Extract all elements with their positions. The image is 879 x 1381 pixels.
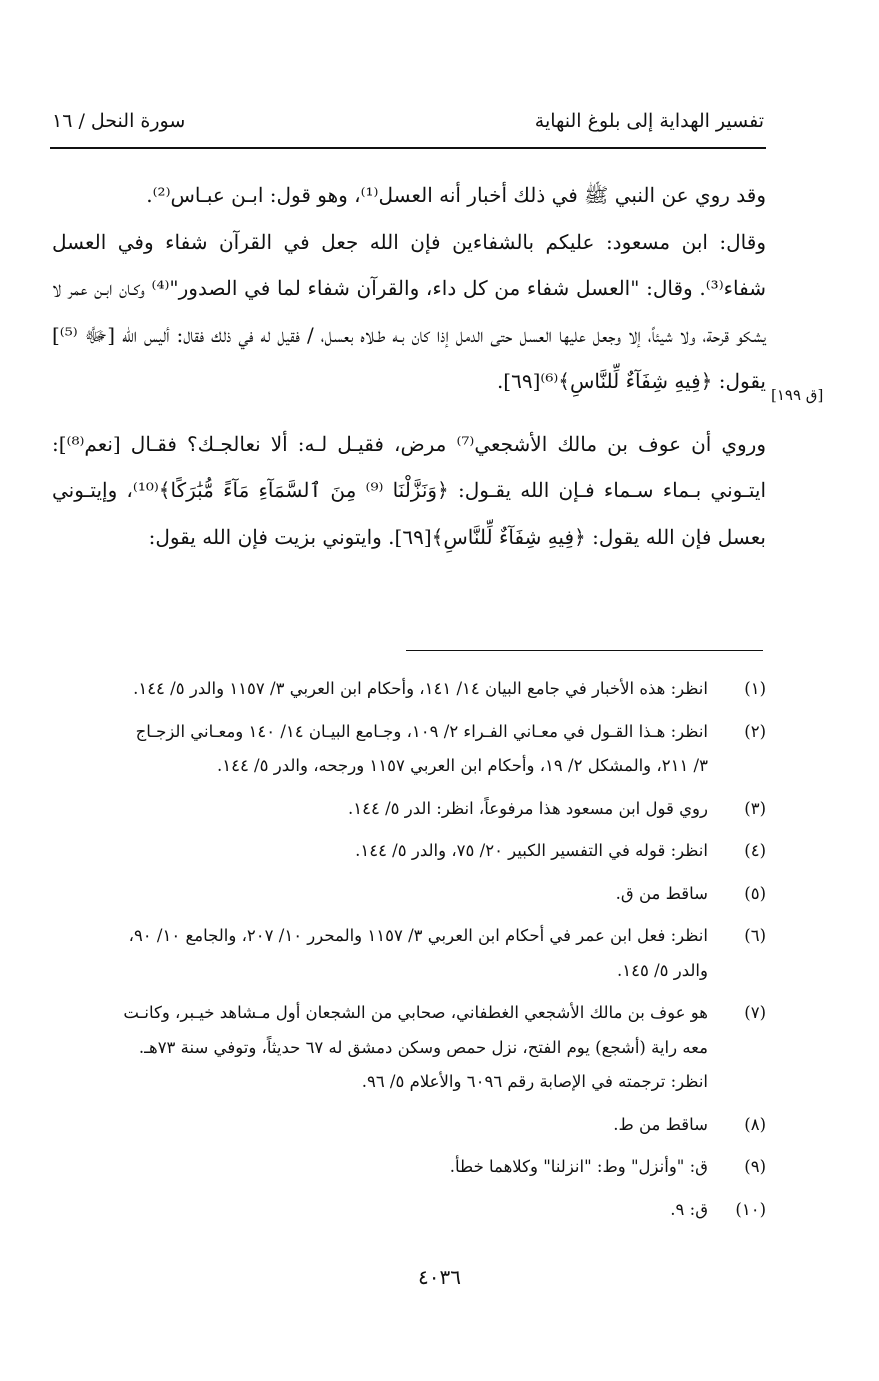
footnote-line: روي قول ابن مسعود هذا مرفوعاً، انظر: الدر ٥/ ١٤٤. bbox=[348, 798, 708, 818]
footnote-line: انظر: هذه الأخبار في جامع البيان ١٤/ ١٤١، وأحكام ابن العربي ٣/ ١١٥٧ والدر ٥/ ١٤٤. bbox=[133, 679, 708, 698]
footnote-separator bbox=[406, 650, 763, 651]
paragraph-1: وقد روي عن النبي ﷺ في ذلك أخبار أنه العسل⁽¹⁾، وهو قول: ابـن عبـاس⁽²⁾. bbox=[146, 183, 766, 207]
footnote-line: ق: ٩. bbox=[670, 1199, 708, 1219]
footnote-line: ق: "وأنزل" وط: "انزلنا" وكلاهما خطأ. bbox=[449, 1157, 708, 1176]
surah-reference: سورة النحل / ١٦ bbox=[52, 110, 186, 132]
footnote-line: انظر: قوله في التفسير الكبير ٢٠/ ٧٥، والدر ٥/ ١٤٤. bbox=[355, 841, 708, 860]
manuscript-folio-marker: [ق ١٩٩] bbox=[771, 386, 824, 404]
footnote-number: (٢) bbox=[744, 721, 766, 741]
footnote bbox=[52, 877, 766, 912]
footnote-text bbox=[52, 672, 708, 707]
footnote-line: انظر: ترجمته في الإصابة رقم ٦٠٩٦ والأعلام ٥/ ٩٦. bbox=[361, 1072, 708, 1091]
footnote-line: ساقط من ط. bbox=[613, 1114, 708, 1134]
header-rule bbox=[50, 147, 766, 149]
footnote-text bbox=[52, 877, 708, 912]
footnote-text bbox=[52, 919, 708, 988]
footnote-line: معه راية (أشجع) يوم الفتح، نزل حمص وسكن دمشق له ٦٧ حديثاً، وتوفي سنة ٧٣هـ. bbox=[138, 1037, 708, 1057]
page-number: ٤٠٣٦ bbox=[418, 1265, 461, 1289]
footnote bbox=[52, 792, 766, 827]
footnote-text bbox=[52, 996, 708, 1100]
footnote bbox=[52, 834, 766, 869]
footnote bbox=[52, 672, 766, 707]
footnote-number: (٧) bbox=[744, 1003, 766, 1022]
footnote-line: ساقط من ق. bbox=[615, 883, 708, 903]
footnote bbox=[52, 1108, 766, 1143]
footnote-line: انظر: فعل ابن عمر في أحكام ابن العربي ٣/ ١١٥٧ والمحرر ١٠/ ٢٠٧، والجامع ١٠/ ٩٠، bbox=[128, 926, 708, 945]
footnote-number: (٣) bbox=[744, 798, 766, 818]
footnote bbox=[52, 1150, 766, 1185]
paragraph-3: وروي أن عوف بن مالك الأشجعي⁽⁷⁾ مرض، فقيـل لـه: ألا نعالجـك؟ فقـال [نعم⁽⁸⁾]: ايتـوني بـماء سـماء فـإن الله يقـول: ﴿وَنَزَّلْنَا ⁽⁹⁾ مِنَ ٱلسَّمَآءِ مَآءً مُّبَٰرَكًا﴾⁽¹⁰⁾، وإيتـوني بعسل فإن الله يقول: ﴿فِيهِ شِفَآءٌ لِّلنَّاسِ﴾[٦٩]. وايتوني بزيت فإن الله يقول: bbox=[52, 431, 767, 549]
footnote bbox=[52, 996, 766, 1100]
book-title: تفسير الهداية إلى بلوغ النهاية bbox=[534, 110, 764, 132]
footnote-number: (٩) bbox=[744, 1157, 766, 1176]
footnote-number: (٥) bbox=[744, 883, 766, 903]
footnote bbox=[52, 1193, 766, 1228]
footnote-number: (٦) bbox=[744, 926, 766, 945]
main-text bbox=[52, 172, 766, 560]
footnote-text bbox=[52, 1193, 708, 1228]
footnote-text bbox=[52, 1108, 708, 1143]
footnote bbox=[52, 715, 766, 784]
footnote-number: (٨) bbox=[744, 1114, 766, 1134]
footnote-text bbox=[52, 715, 708, 784]
footnote-text bbox=[52, 792, 708, 827]
footnote bbox=[52, 919, 766, 988]
footnote-line: والدر ٥/ ١٤٥. bbox=[617, 960, 708, 980]
footnote-number: (٤) bbox=[744, 841, 766, 860]
footnote-line: انظر: هـذا القـول في معـاني الفـراء ٢/ ١٠٩، وجـامع البيـان ١٤/ ١٤٠ ومعـاني الزجـاج bbox=[135, 721, 708, 741]
footnote-text bbox=[52, 1150, 708, 1185]
footnote-line: ٣/ ٢١١، والمشكل ٢/ ١٩، وأحكام ابن العربي ١١٥٧ ورجحه، والدر ٥/ ١٤٤. bbox=[216, 756, 708, 775]
paragraph-2: وقال: ابن مسعود: عليكم بالشفاءين فإن الله جعل في القرآن شفاء وفي العسل شفاء⁽³⁾. وقال: "العسل شفاء من كل داء، والقرآن شفاء لما في الصدور"⁽⁴⁾ وكـان ابـن عمر لا يشكو قرحة، ولا شيئاً، إلا وجعل عليها العسل حتى الدمل إذا كان بـه طـلاه بعسل، / فقيل له في ذلك فقال: أليس الله [ﷻ ⁽⁵⁾] يقول: ﴿فِيهِ شِفَآءٌ لِّلنَّاسِ﴾⁽⁶⁾[٦٩]. bbox=[52, 229, 766, 393]
footnotes bbox=[52, 672, 766, 1235]
footnote-number: (١٠) bbox=[735, 1199, 766, 1219]
footnote-text bbox=[52, 834, 708, 869]
footnote-line: هو عوف بن مالك الأشجعي الغطفاني، صحابي من الشجعان أول مـشاهد خيـبر، وكانـت bbox=[123, 1003, 708, 1022]
footnote-number: (١) bbox=[744, 679, 766, 698]
